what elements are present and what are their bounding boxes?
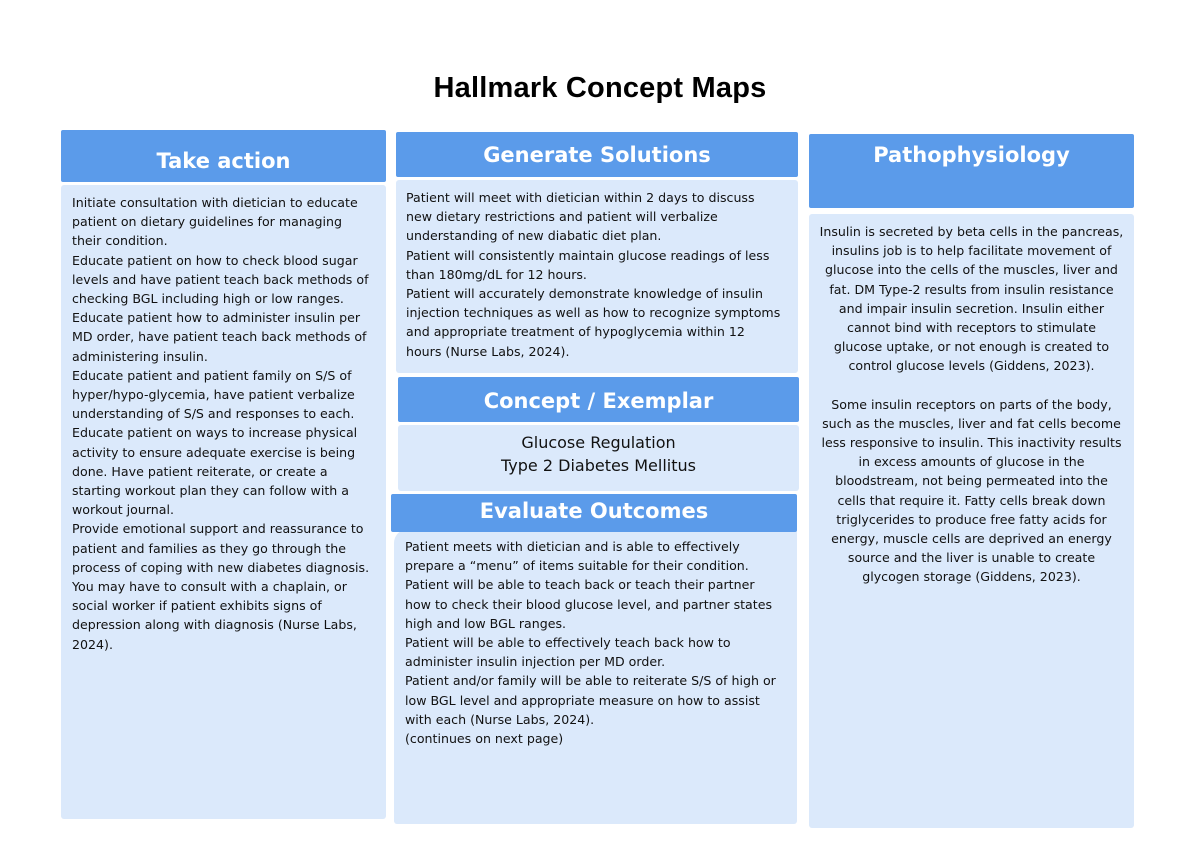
pathophysiology-line: source and the liver is unable to create xyxy=(847,550,1096,566)
evaluate-outcomes-line: how to check their blood glucose level, and partner states xyxy=(405,596,773,612)
evaluate-outcomes-header: Evaluate Outcomes xyxy=(391,494,797,532)
continues-note: (continues on next page) xyxy=(405,731,564,747)
evaluate-outcomes-line: prepare a “menu” of items suitable for their condition. xyxy=(405,558,749,574)
pathophysiology-line: fat. DM Type-2 results from insulin resistance xyxy=(829,281,1114,297)
concept-exemplar-line: Type 2 Diabetes Mellitus xyxy=(501,456,696,475)
generate-solutions-line: and appropriate treatment of hypoglycemia within 12 xyxy=(406,324,745,340)
take-action-header: Take action xyxy=(61,130,386,182)
generate-solutions-line: injection techniques as well as how to recognize symptoms xyxy=(406,305,781,321)
take-action-line: social worker if patient exhibits signs of xyxy=(72,598,322,614)
pathophysiology-line: glucose into the cells of the muscles, liver and xyxy=(825,262,1118,278)
pathophysiology-line: and impair insulin secretion. Insulin either xyxy=(838,300,1105,316)
generate-solutions-line: new dietary restrictions and patient will verbalize xyxy=(406,209,718,225)
pathophysiology-line: insulins job is to help facilitate movement of xyxy=(831,243,1112,259)
take-action-line: activity to ensure adequate exercise is being xyxy=(72,444,356,460)
take-action-line: 2024). xyxy=(72,636,113,652)
paragraph-gap xyxy=(817,376,1126,395)
evaluate-outcomes-line: administer insulin injection per MD order. xyxy=(405,654,666,670)
concept-exemplar-header: Concept / Exemplar xyxy=(398,377,799,422)
concept-exemplar-line: Glucose Regulation xyxy=(521,433,676,452)
generate-solutions-line: Patient will meet with dietician within 2 days to discuss xyxy=(406,190,755,205)
take-action-line: patient and families as they go through the xyxy=(72,540,347,556)
take-action-line: starting workout plan they can follow with a xyxy=(72,483,349,499)
take-action-line: depression along with diagnosis (Nurse Labs, xyxy=(72,617,357,633)
pathophysiology-line: less responsive to insulin. This inactivity results xyxy=(821,435,1122,451)
pathophysiology-line: triglycerides to produce free fatty acids for xyxy=(836,511,1107,527)
pathophysiology-line: in excess amounts of glucose in the xyxy=(858,454,1085,470)
concept-exemplar-body xyxy=(398,425,799,491)
take-action-line: done. Have patient reiterate, or create a xyxy=(72,463,328,479)
pathophysiology-line: control glucose levels (Giddens, 2023). xyxy=(848,358,1095,374)
generate-solutions-line: hours (Nurse Labs, 2024). xyxy=(406,343,570,359)
take-action-line: MD order, have patient teach back methods of xyxy=(72,329,367,345)
take-action-line: understanding of S/S and responses to each. xyxy=(72,406,355,422)
generate-solutions-line: Patient will accurately demonstrate knowledge of insulin xyxy=(406,286,763,302)
page-title: Hallmark Concept Maps xyxy=(433,72,767,104)
generate-solutions-header: Generate Solutions xyxy=(396,132,798,177)
pathophysiology-line: Insulin is secreted by beta cells in the pancreas, xyxy=(819,224,1124,239)
pathophysiology-line: bloodstream, not being permeated into the xyxy=(835,473,1108,489)
evaluate-outcomes-body xyxy=(394,529,797,824)
evaluate-outcomes-line: high and low BGL ranges. xyxy=(405,615,567,631)
take-action-line: checking BGL including high or low ranges. xyxy=(72,291,344,307)
take-action-line: administering insulin. xyxy=(72,348,208,364)
generate-solutions-line: than 180mg/dL for 12 hours. xyxy=(406,266,587,282)
evaluate-outcomes-line: Patient will be able to teach back or teach their partner xyxy=(405,577,755,593)
pathophysiology-line: cells that require it. Fatty cells break down xyxy=(837,492,1106,508)
take-action-line: You may have to consult with a chaplain, or xyxy=(72,579,347,595)
pathophysiology-header: Pathophysiology xyxy=(809,134,1134,208)
generate-solutions-body xyxy=(396,180,798,373)
evaluate-outcomes-line: Patient and/or family will be able to reiterate S/S of high or xyxy=(405,673,776,689)
take-action-line: Provide emotional support and reassurance to xyxy=(72,521,364,537)
pathophysiology-line: energy, muscle cells are deprived an energy xyxy=(831,531,1112,547)
pathophysiology-line: glycogen storage (Giddens, 2023). xyxy=(862,569,1081,585)
take-action-line: Educate patient how to administer insulin per xyxy=(72,310,361,326)
take-action-line: their condition. xyxy=(72,233,168,249)
take-action-line: levels and have patient teach back methods of xyxy=(72,271,369,287)
evaluate-outcomes-line: with each (Nurse Labs, 2024). xyxy=(405,711,595,727)
evaluate-outcomes-line: Patient meets with dietician and is able to effectively xyxy=(405,539,740,554)
generate-solutions-line: understanding of new diabatic diet plan. xyxy=(406,228,662,244)
pathophysiology-line: such as the muscles, liver and fat cells become xyxy=(822,415,1121,431)
take-action-line: Initiate consultation with dietician to educate xyxy=(72,195,358,210)
pathophysiology-body xyxy=(809,214,1134,828)
take-action-line: Educate patient on how to check blood sugar xyxy=(72,252,358,268)
take-action-line: hyper/hypo-glycemia, have patient verbalize xyxy=(72,387,355,403)
pathophysiology-line: cannot bind with receptors to stimulate xyxy=(847,320,1096,336)
take-action-line: Educate patient on ways to increase physical xyxy=(72,425,358,441)
pathophysiology-line: glucose uptake, or not enough is created to xyxy=(833,339,1110,355)
evaluate-outcomes-line: low BGL level and appropriate measure on how to assist xyxy=(405,692,760,708)
generate-solutions-line: Patient will consistently maintain glucose readings of less xyxy=(406,247,770,263)
evaluate-outcomes-line: Patient will be able to effectively teach back how to xyxy=(405,635,731,651)
take-action-line: patient on dietary guidelines for managing xyxy=(72,214,343,230)
take-action-line: workout journal. xyxy=(72,502,174,518)
pathophysiology-line: Some insulin receptors on parts of the body, xyxy=(831,396,1112,412)
take-action-body xyxy=(61,185,386,819)
take-action-line: Educate patient and patient family on S/S of xyxy=(72,367,352,383)
take-action-line: process of coping with new diabetes diagnosis. xyxy=(72,559,370,575)
